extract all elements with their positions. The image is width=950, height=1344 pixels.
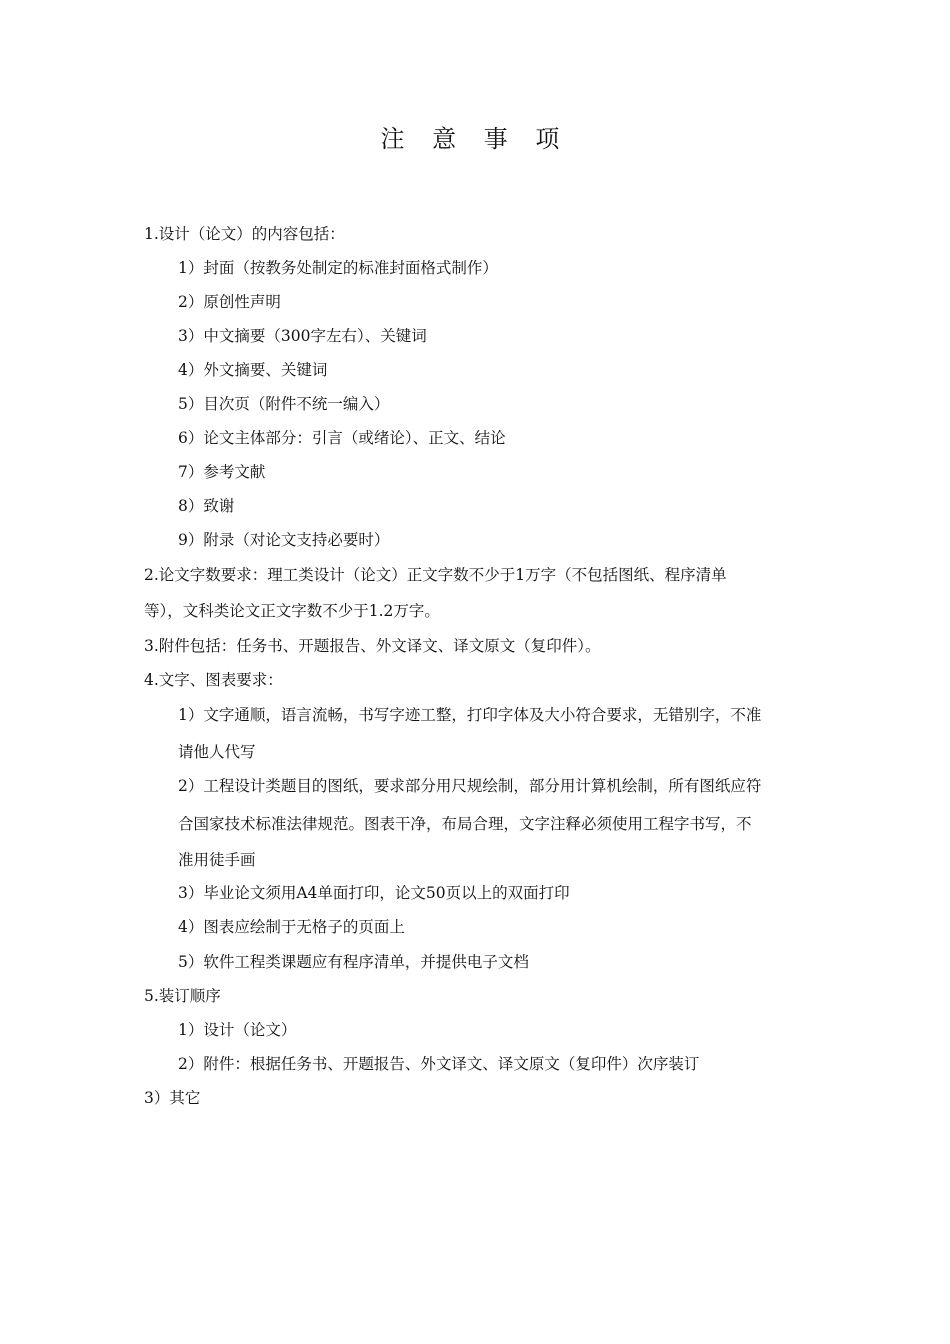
list-item-continuation: 准用徒手画 — [178, 851, 256, 869]
list-item: 2）原创性声明 — [178, 293, 281, 311]
section-3-heading: 3.附件包括：任务书、开题报告、外文译文、译文原文（复印件）。 — [144, 637, 601, 655]
section-2-heading: 2.论文字数要求：理工类设计（论文）正文字数不少于1万字（不包括图纸、程序清单 — [144, 566, 727, 584]
list-item: 8）致谢 — [178, 497, 235, 515]
list-item: 4）外文摘要、关键词 — [178, 361, 328, 379]
list-item-continuation: 请他人代写 — [178, 743, 256, 761]
list-item: 9）附录（对论文支持必要时） — [178, 531, 390, 549]
section-4-heading: 4.文字、图表要求： — [144, 671, 283, 689]
list-item: 1）封面（按教务处制定的标准封面格式制作） — [178, 259, 498, 277]
section-2-continuation: 等），文科类论文正文字数不少于1.2万字。 — [144, 602, 440, 620]
list-item: 2）附件：根据任务书、开题报告、外文译文、译文原文（复印件）次序装订 — [178, 1055, 700, 1073]
list-item: 1）设计（论文） — [178, 1021, 297, 1039]
section-1-heading: 1.设计（论文）的内容包括： — [144, 225, 345, 243]
list-item: 7）参考文献 — [178, 463, 266, 481]
list-item-continuation: 合国家技术标准法律规范。图表干净，布局合理，文字注释必须使用工程字书写，不 — [178, 815, 752, 833]
list-item: 5）软件工程类课题应有程序清单，并提供电子文档 — [178, 953, 529, 971]
list-item: 4）图表应绘制于无格子的页面上 — [178, 918, 405, 936]
list-item: 6）论文主体部分：引言（或绪论）、正文、结论 — [178, 429, 506, 447]
page-title: 注 意 事 项 — [380, 125, 570, 153]
list-item: 2）工程设计类题目的图纸，要求部分用尺规绘制，部分用计算机绘制，所有图纸应符 — [178, 777, 762, 795]
list-item: 5）目次页（附件不统一编入） — [178, 395, 390, 413]
list-item: 3）其它 — [144, 1089, 201, 1107]
list-item: 1）文字通顺，语言流畅，书写字迹工整，打印字体及大小符合要求，无错别字，不准 — [178, 706, 762, 724]
list-item: 3）毕业论文须用A4单面打印，论文50页以上的双面打印 — [178, 884, 570, 902]
list-item: 3）中文摘要（300字左右）、关键词 — [178, 327, 427, 345]
section-5-heading: 5.装订顺序 — [144, 987, 221, 1005]
